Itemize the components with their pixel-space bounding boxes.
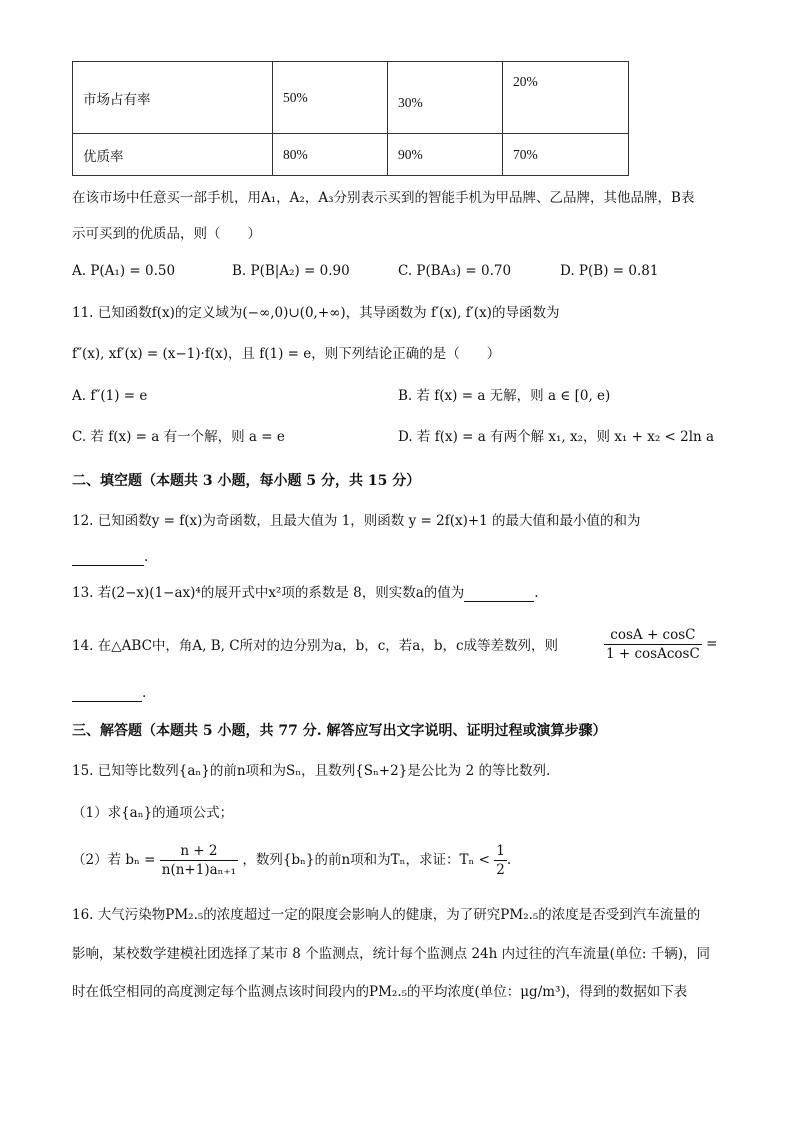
table-row [73,62,629,134]
q15-part2 [72,842,511,879]
q13-line [72,584,539,602]
q15-part1: （1）求{aₙ}的通项公式； [72,805,234,821]
q14-frac-num: cosA + cosC [604,626,702,645]
q12-answer-line [72,548,148,566]
q13-text: 13. 若(2−x)(1−ax)⁴的展开式中x²项的系数是 8，则实数a的值为 [72,585,465,601]
q15-part2-text: ，数列{bₙ}的前n项和为Tₙ，求证：Tₙ < [242,852,490,868]
q14-frac-den: 1 + cosAcosC [606,646,700,662]
q15-part2-prefix: （2）若 [72,852,122,868]
q12-tail: . [144,549,149,565]
q15-bn-label: bₙ = [125,852,156,868]
q14-text: 14. 在△ABC中，角A, B, C所对的边分别为a，b，c，若a，b，c成等差数列，则 [72,638,559,654]
q16-line1: 16. 大气污染物PM₂.₅的浓度超过一定的限度会影响人的健康，为了研究PM₂.₅的浓度是否受到汽车流量的 [72,907,701,923]
market-table [72,61,629,176]
q13-tail: . [534,585,539,601]
q14-equals: = [706,636,718,652]
table-cell: 优质率 [73,134,273,176]
q11-option-a: A. f″(1) = e [72,388,148,404]
q14-tail: . [142,685,147,701]
q11-option-b: B. 若 f(x) = a 无解，则 a ∈ [0, e) [398,388,611,404]
table-cell: 80% [273,134,388,176]
section-heading-fill-blank: 二、填空题（本题共 3 小题，每小题 5 分，共 15 分） [72,473,421,489]
answer-blank[interactable] [72,687,142,702]
table-cell: 50% [273,62,388,134]
table-cell: 30% [388,62,503,134]
q16-line3: 时在低空相同的高度测定每个监测点该时间段内的PM₂.₅的平均浓度(单位：μg/m³)，得到的数据如下表 [72,984,688,1000]
q10-stem-line2: 示可买到的优质品，则（ ） [72,226,261,242]
q10-option-b: B. P(B|A₂) = 0.90 [232,263,350,279]
table-cell: 市场占有率 [73,62,273,134]
q15-half-den: 2 [496,862,505,878]
q10-stem-line1: 在该市场中任意买一部手机，用A₁，A₂，A₃分别表示买到的智能手机为甲品牌、乙品牌，其他品牌，B表 [72,190,695,206]
q14-answer-line [72,684,146,702]
q11-option-d: D. 若 f(x) = a 有两个解 x₁, x₂，则 x₁ + x₂ < 2ln a [398,429,715,445]
q12-text: 12. 已知函数y = f(x)为奇函数，且最大值为 1，则函数 y = 2f(x)+1 的最大值和最小值的和为 [72,513,641,529]
q15-frac-den: n(n+1)aₙ₊₁ [161,862,237,878]
q14-fraction [604,626,717,663]
table-cell: 90% [388,134,503,176]
table-cell: 20% [503,62,629,134]
q15-stem: 15. 已知等比数列{aₙ}的前n项和为Sₙ，且数列{Sₙ+2}是公比为 2 的等比数列. [72,763,551,779]
section-heading-solutions: 三、解答题（本题共 5 小题，共 77 分. 解答应写出文字说明、证明过程或演算步骤） [72,723,607,739]
q16-line2: 影响，某校数学建模社团选择了某市 8 个监测点，统计每个监测点 24h 内过往的汽车流量(单位: 千辆)，同 [72,946,710,962]
q11-option-c: C. 若 f(x) = a 有一个解，则 a = e [72,429,285,445]
q10-option-d: D. P(B) = 0.81 [560,263,659,279]
answer-blank[interactable] [72,551,144,566]
answer-blank[interactable] [464,587,534,602]
q11-line1: 11. 已知函数f(x)的定义域为(−∞,0)∪(0,+∞)，其导函数为 f′(x), f′(x)的导函数为 [72,305,560,321]
q15-part2-period: . [506,852,512,868]
q15-frac-num: n + 2 [160,842,238,861]
table-cell: 70% [503,134,629,176]
q10-option-c: C. P(BA₃) = 0.70 [398,263,512,279]
q11-line2: f″(x), xf′(x) = (x−1)·f(x)，且 f(1) = e，则下列结论正确的是（ ） [72,346,501,362]
q15-half-num: 1 [496,843,505,859]
q10-option-a: A. P(A₁) = 0.50 [72,263,176,279]
table-row [73,134,629,176]
